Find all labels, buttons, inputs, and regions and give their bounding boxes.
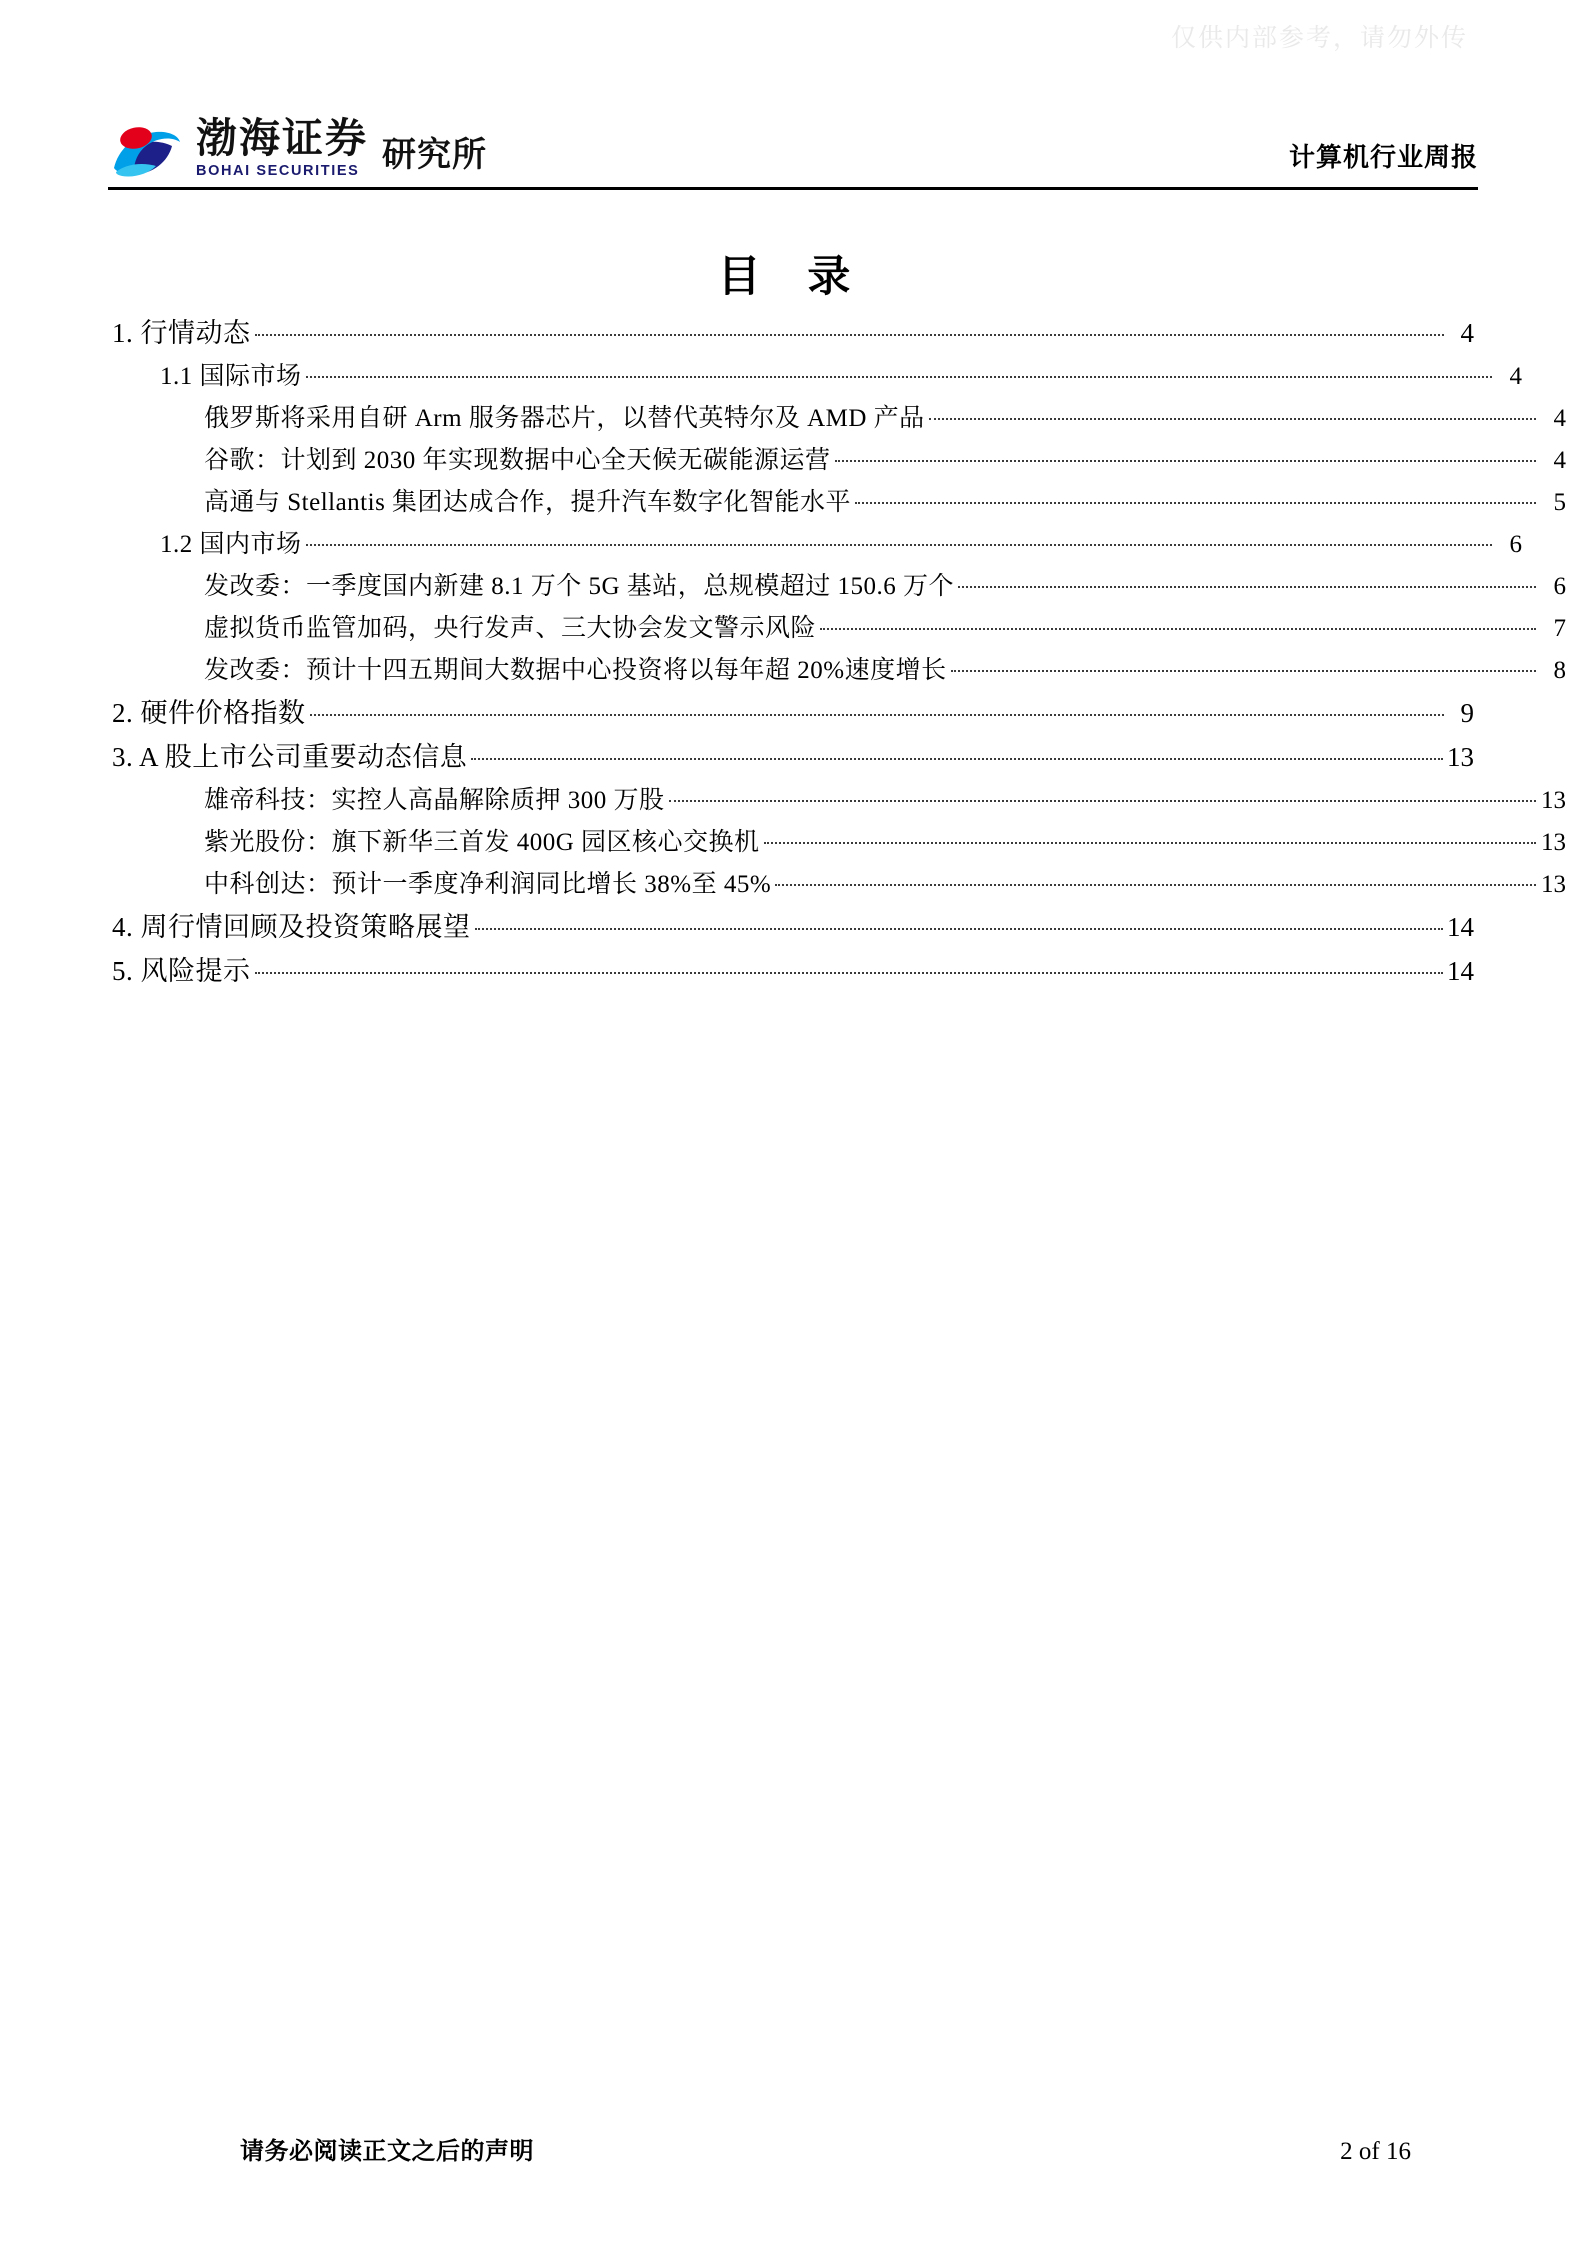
toc-leader-dots xyxy=(835,459,1536,462)
toc-entry-page-number: 6 xyxy=(1553,573,1566,600)
bohai-swirl-logo-icon xyxy=(108,112,182,178)
toc-entry[interactable] xyxy=(112,872,1566,897)
toc-entry-label: 雄帝科技：实控人高晶解除质押 300 万股 xyxy=(204,787,665,814)
toc-entry[interactable] xyxy=(112,574,1566,599)
toc-entry-label: 2. 硬件价格指数 xyxy=(112,698,306,728)
toc-entry[interactable] xyxy=(112,700,1474,727)
page-footer xyxy=(240,2131,1411,2166)
toc-entry[interactable] xyxy=(112,788,1566,813)
toc-leader-dots xyxy=(958,585,1536,588)
toc-leader-dots xyxy=(775,883,1536,886)
toc-entry[interactable] xyxy=(112,830,1566,855)
toc-entry[interactable] xyxy=(112,490,1566,515)
toc-entry-page-number: 8 xyxy=(1553,657,1566,684)
toc-leader-dots xyxy=(475,927,1444,930)
toc-entry[interactable] xyxy=(112,448,1566,473)
toc-entry[interactable] xyxy=(112,658,1566,683)
toc-entry[interactable] xyxy=(112,744,1474,771)
toc-entry[interactable] xyxy=(112,532,1522,557)
toc-entry-page-number: 14 xyxy=(1447,956,1474,986)
toc-leader-dots xyxy=(855,501,1536,504)
toc-entry-page-number: 4 xyxy=(1553,405,1566,432)
toc-entry[interactable] xyxy=(112,958,1474,985)
toc-entry[interactable] xyxy=(112,406,1566,431)
toc-entry-page-number: 4 xyxy=(1509,363,1522,390)
toc-entry-label: 虚拟货币监管加码，央行发声、三大协会发文警示风险 xyxy=(204,615,817,642)
toc-entry-label: 1. 行情动态 xyxy=(112,318,251,348)
toc-leader-dots xyxy=(471,757,1443,760)
toc-entry-label: 1.1 国际市场 xyxy=(160,363,302,390)
toc-entry[interactable] xyxy=(112,364,1522,389)
toc-leader-dots xyxy=(306,543,1492,546)
toc-entry-page-number: 13 xyxy=(1541,829,1566,856)
brand-name-chinese: 渤海证券 xyxy=(196,114,368,161)
toc-entry-label: 5. 风险提示 xyxy=(112,956,251,986)
toc-entry-label: 发改委：预计十四五期间大数据中心投资将以每年超 20%速度增长 xyxy=(204,657,947,684)
toc-leader-dots xyxy=(951,669,1536,672)
toc-entry-label: 谷歌：计划到 2030 年实现数据中心全天候无碳能源运营 xyxy=(204,447,831,474)
toc-entry-label: 紫光股份：旗下新华三首发 400G 园区核心交换机 xyxy=(204,829,760,856)
toc-entry-page-number: 13 xyxy=(1541,871,1566,898)
toc-leader-dots xyxy=(310,713,1445,716)
toc-leader-dots xyxy=(255,333,1445,336)
toc-entry-page-number: 13 xyxy=(1541,787,1566,814)
toc-entry[interactable] xyxy=(112,914,1474,941)
toc-entry-page-number: 14 xyxy=(1447,912,1474,942)
footer-page-indicator: 2 of 16 xyxy=(1340,2138,1411,2165)
page-title: 目 录 xyxy=(717,254,869,301)
table-of-contents xyxy=(112,318,1566,1002)
brand-name-english: BOHAI SECURITIES xyxy=(196,162,360,179)
toc-entry-page-number: 4 xyxy=(1553,447,1566,474)
toc-leader-dots xyxy=(669,799,1536,802)
toc-leader-dots xyxy=(306,375,1492,378)
toc-entry[interactable] xyxy=(112,320,1474,347)
report-type-label: 计算机行业周报 xyxy=(1288,143,1478,172)
toc-entry-label: 中科创达：预计一季度净利润同比增长 38%至 45% xyxy=(204,871,772,898)
toc-entry-label: 3. A 股上市公司重要动态信息 xyxy=(112,742,468,772)
toc-entry-page-number: 4 xyxy=(1460,318,1474,348)
toc-entry-page-number: 6 xyxy=(1509,531,1522,558)
toc-entry-label: 1.2 国内市场 xyxy=(160,531,302,558)
toc-entry-page-number: 5 xyxy=(1553,489,1566,516)
toc-entry[interactable] xyxy=(112,616,1566,641)
toc-entry-page-number: 7 xyxy=(1553,615,1566,642)
brand-name-block xyxy=(196,114,368,179)
toc-entry-label: 俄罗斯将采用自研 Arm 服务器芯片，以替代英特尔及 AMD 产品 xyxy=(204,405,925,432)
brand-lockup xyxy=(108,112,487,178)
brand-division-label: 研究所 xyxy=(382,137,487,174)
header-divider xyxy=(108,187,1478,190)
toc-leader-dots xyxy=(764,841,1536,844)
toc-leader-dots xyxy=(255,971,1444,974)
page-header xyxy=(108,92,1478,184)
toc-leader-dots xyxy=(929,417,1536,420)
toc-entry-label: 发改委：一季度国内新建 8.1 万个 5G 基站，总规模超过 150.6 万个 xyxy=(204,573,955,600)
toc-entry-label: 4. 周行情回顾及投资策略展望 xyxy=(112,912,471,942)
footer-disclaimer: 请务必阅读正文之后的声明 xyxy=(240,2139,534,2165)
confidential-watermark: 仅供内部参考，请勿外传 xyxy=(1170,25,1468,52)
toc-entry-label: 高通与 Stellantis 集团达成合作，提升汽车数字化智能水平 xyxy=(204,489,852,516)
toc-entry-page-number: 9 xyxy=(1460,698,1474,728)
toc-leader-dots xyxy=(820,627,1536,630)
toc-entry-page-number: 13 xyxy=(1447,742,1474,772)
